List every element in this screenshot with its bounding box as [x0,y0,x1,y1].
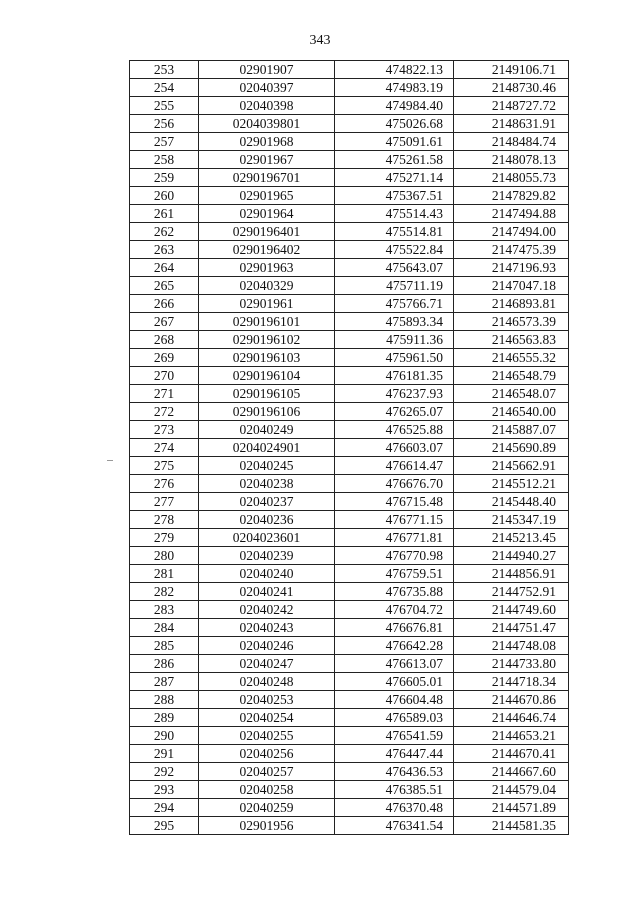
row-number-cell: 269 [130,349,199,367]
point-code-cell: 02040255 [199,727,335,745]
point-code-cell: 02040247 [199,655,335,673]
table-row [130,169,569,187]
x-coordinate-cell: 476704.72 [335,601,454,619]
point-code-cell: 02901961 [199,295,335,313]
row-number-cell: 275 [130,457,199,475]
x-coordinate-cell: 476770.98 [335,547,454,565]
table-row [130,691,569,709]
x-coordinate-cell: 475893.34 [335,313,454,331]
y-coordinate-cell: 2145662.91 [454,457,569,475]
x-coordinate-cell: 475961.50 [335,349,454,367]
y-coordinate-cell: 2145448.40 [454,493,569,511]
point-code-cell: 02040397 [199,79,335,97]
table-row [130,61,569,79]
table-row [130,223,569,241]
page-number: 343 [309,33,331,48]
x-coordinate-cell: 476613.07 [335,655,454,673]
margin-mark [107,460,113,461]
x-coordinate-cell: 475911.36 [335,331,454,349]
y-coordinate-cell: 2144670.41 [454,745,569,763]
y-coordinate-cell: 2144579.04 [454,781,569,799]
y-coordinate-cell: 2146548.07 [454,385,569,403]
row-number-cell: 276 [130,475,199,493]
y-coordinate-cell: 2147475.39 [454,241,569,259]
table-row [130,601,569,619]
row-number-cell: 272 [130,403,199,421]
row-number-cell: 289 [130,709,199,727]
x-coordinate-cell: 476759.51 [335,565,454,583]
table-body [130,61,569,835]
table-row [130,439,569,457]
row-number-cell: 253 [130,61,199,79]
row-number-cell: 280 [130,547,199,565]
point-code-cell: 02040258 [199,781,335,799]
y-coordinate-cell: 2144856.91 [454,565,569,583]
y-coordinate-cell: 2144670.86 [454,691,569,709]
row-number-cell: 281 [130,565,199,583]
row-number-cell: 265 [130,277,199,295]
table-row [130,655,569,673]
row-number-cell: 277 [130,493,199,511]
row-number-cell: 266 [130,295,199,313]
y-coordinate-cell: 2146893.81 [454,295,569,313]
y-coordinate-cell: 2146573.39 [454,313,569,331]
row-number-cell: 283 [130,601,199,619]
row-number-cell: 262 [130,223,199,241]
point-code-cell: 02040249 [199,421,335,439]
y-coordinate-cell: 2148631.91 [454,115,569,133]
row-number-cell: 270 [130,367,199,385]
x-coordinate-cell: 476589.03 [335,709,454,727]
x-coordinate-cell: 475271.14 [335,169,454,187]
x-coordinate-cell: 476642.28 [335,637,454,655]
row-number-cell: 292 [130,763,199,781]
y-coordinate-cell: 2144581.35 [454,817,569,835]
x-coordinate-cell: 476715.48 [335,493,454,511]
y-coordinate-cell: 2144667.60 [454,763,569,781]
point-code-cell: 02040259 [199,799,335,817]
row-number-cell: 264 [130,259,199,277]
point-code-cell: 02040246 [199,637,335,655]
table-row [130,385,569,403]
y-coordinate-cell: 2148078.13 [454,151,569,169]
table-row [130,529,569,547]
y-coordinate-cell: 2144571.89 [454,799,569,817]
point-code-cell: 0204024901 [199,439,335,457]
row-number-cell: 288 [130,691,199,709]
x-coordinate-cell: 475026.68 [335,115,454,133]
point-code-cell: 0290196106 [199,403,335,421]
point-code-cell: 02040257 [199,763,335,781]
coordinate-table [129,60,569,835]
y-coordinate-cell: 2147196.93 [454,259,569,277]
point-code-cell: 02040239 [199,547,335,565]
x-coordinate-cell: 476614.47 [335,457,454,475]
point-code-cell: 02040240 [199,565,335,583]
y-coordinate-cell: 2144653.21 [454,727,569,745]
table-row [130,547,569,565]
x-coordinate-cell: 476676.81 [335,619,454,637]
row-number-cell: 271 [130,385,199,403]
x-coordinate-cell: 475367.51 [335,187,454,205]
point-code-cell: 02040256 [199,745,335,763]
point-code-cell: 0290196103 [199,349,335,367]
row-number-cell: 295 [130,817,199,835]
point-code-cell: 0290196101 [199,313,335,331]
x-coordinate-cell: 476771.81 [335,529,454,547]
y-coordinate-cell: 2144749.60 [454,601,569,619]
row-number-cell: 254 [130,79,199,97]
x-coordinate-cell: 475711.19 [335,277,454,295]
x-coordinate-cell: 476385.51 [335,781,454,799]
point-code-cell: 02040253 [199,691,335,709]
row-number-cell: 279 [130,529,199,547]
point-code-cell: 02040236 [199,511,335,529]
x-coordinate-cell: 476265.07 [335,403,454,421]
point-code-cell: 02901967 [199,151,335,169]
x-coordinate-cell: 474983.19 [335,79,454,97]
row-number-cell: 263 [130,241,199,259]
x-coordinate-cell: 475522.84 [335,241,454,259]
x-coordinate-cell: 476735.88 [335,583,454,601]
x-coordinate-cell: 476370.48 [335,799,454,817]
row-number-cell: 260 [130,187,199,205]
row-number-cell: 259 [130,169,199,187]
row-number-cell: 287 [130,673,199,691]
table-row [130,133,569,151]
x-coordinate-cell: 475514.81 [335,223,454,241]
y-coordinate-cell: 2144733.80 [454,655,569,673]
table-row [130,745,569,763]
row-number-cell: 290 [130,727,199,745]
point-code-cell: 02040241 [199,583,335,601]
table-row [130,331,569,349]
table-row [130,763,569,781]
table-row [130,241,569,259]
point-code-cell: 0290196401 [199,223,335,241]
row-number-cell: 268 [130,331,199,349]
x-coordinate-cell: 476603.07 [335,439,454,457]
table-row [130,403,569,421]
table-row [130,493,569,511]
row-number-cell: 255 [130,97,199,115]
table-row [130,313,569,331]
row-number-cell: 261 [130,205,199,223]
point-code-cell: 0290196105 [199,385,335,403]
y-coordinate-cell: 2144752.91 [454,583,569,601]
table-row [130,673,569,691]
row-number-cell: 267 [130,313,199,331]
row-number-cell: 285 [130,637,199,655]
table-row [130,277,569,295]
y-coordinate-cell: 2146540.00 [454,403,569,421]
row-number-cell: 257 [130,133,199,151]
y-coordinate-cell: 2146548.79 [454,367,569,385]
x-coordinate-cell: 476447.44 [335,745,454,763]
table-row [130,709,569,727]
table-row [130,295,569,313]
point-code-cell: 02901907 [199,61,335,79]
table-row [130,457,569,475]
y-coordinate-cell: 2145690.89 [454,439,569,457]
y-coordinate-cell: 2147494.88 [454,205,569,223]
table-row [130,205,569,223]
table-row [130,475,569,493]
table-row [130,637,569,655]
x-coordinate-cell: 475514.43 [335,205,454,223]
y-coordinate-cell: 2145347.19 [454,511,569,529]
point-code-cell: 0290196104 [199,367,335,385]
table-row [130,727,569,745]
table-row [130,259,569,277]
y-coordinate-cell: 2144646.74 [454,709,569,727]
y-coordinate-cell: 2147047.18 [454,277,569,295]
row-number-cell: 274 [130,439,199,457]
y-coordinate-cell: 2144751.47 [454,619,569,637]
row-number-cell: 278 [130,511,199,529]
point-code-cell: 02040329 [199,277,335,295]
row-number-cell: 294 [130,799,199,817]
point-code-cell: 02901968 [199,133,335,151]
point-code-cell: 02901965 [199,187,335,205]
x-coordinate-cell: 474822.13 [335,61,454,79]
table-row [130,583,569,601]
row-number-cell: 284 [130,619,199,637]
table-row [130,79,569,97]
table-row [130,115,569,133]
x-coordinate-cell: 476771.15 [335,511,454,529]
row-number-cell: 291 [130,745,199,763]
x-coordinate-cell: 475261.58 [335,151,454,169]
table-row [130,799,569,817]
y-coordinate-cell: 2145213.45 [454,529,569,547]
point-code-cell: 02040237 [199,493,335,511]
x-coordinate-cell: 476341.54 [335,817,454,835]
table-row [130,511,569,529]
point-code-cell: 02040254 [199,709,335,727]
row-number-cell: 282 [130,583,199,601]
x-coordinate-cell: 474984.40 [335,97,454,115]
point-code-cell: 0204039801 [199,115,335,133]
table-row [130,367,569,385]
point-code-cell: 02040242 [199,601,335,619]
table-row [130,565,569,583]
table-row [130,97,569,115]
x-coordinate-cell: 475091.61 [335,133,454,151]
x-coordinate-cell: 476181.35 [335,367,454,385]
x-coordinate-cell: 476525.88 [335,421,454,439]
point-code-cell: 0290196102 [199,331,335,349]
row-number-cell: 258 [130,151,199,169]
row-number-cell: 286 [130,655,199,673]
table-row [130,781,569,799]
x-coordinate-cell: 476541.59 [335,727,454,745]
point-code-cell: 02040238 [199,475,335,493]
row-number-cell: 256 [130,115,199,133]
y-coordinate-cell: 2147829.82 [454,187,569,205]
table-row [130,817,569,835]
point-code-cell: 02040243 [199,619,335,637]
point-code-cell: 02901963 [199,259,335,277]
y-coordinate-cell: 2148055.73 [454,169,569,187]
x-coordinate-cell: 476605.01 [335,673,454,691]
x-coordinate-cell: 475766.71 [335,295,454,313]
y-coordinate-cell: 2145887.07 [454,421,569,439]
y-coordinate-cell: 2145512.21 [454,475,569,493]
point-code-cell: 02040248 [199,673,335,691]
y-coordinate-cell: 2146563.83 [454,331,569,349]
table-row [130,421,569,439]
point-code-cell: 0204023601 [199,529,335,547]
point-code-cell: 0290196701 [199,169,335,187]
row-number-cell: 273 [130,421,199,439]
y-coordinate-cell: 2148484.74 [454,133,569,151]
y-coordinate-cell: 2144748.08 [454,637,569,655]
y-coordinate-cell: 2149106.71 [454,61,569,79]
y-coordinate-cell: 2146555.32 [454,349,569,367]
point-code-cell: 02901964 [199,205,335,223]
x-coordinate-cell: 476237.93 [335,385,454,403]
table-row [130,349,569,367]
y-coordinate-cell: 2144718.34 [454,673,569,691]
point-code-cell: 0290196402 [199,241,335,259]
x-coordinate-cell: 476604.48 [335,691,454,709]
y-coordinate-cell: 2148727.72 [454,97,569,115]
table-row [130,187,569,205]
x-coordinate-cell: 476436.53 [335,763,454,781]
point-code-cell: 02040398 [199,97,335,115]
y-coordinate-cell: 2144940.27 [454,547,569,565]
x-coordinate-cell: 476676.70 [335,475,454,493]
row-number-cell: 293 [130,781,199,799]
point-code-cell: 02901956 [199,817,335,835]
y-coordinate-cell: 2148730.46 [454,79,569,97]
table-row [130,619,569,637]
point-code-cell: 02040245 [199,457,335,475]
x-coordinate-cell: 475643.07 [335,259,454,277]
table-row [130,151,569,169]
y-coordinate-cell: 2147494.00 [454,223,569,241]
